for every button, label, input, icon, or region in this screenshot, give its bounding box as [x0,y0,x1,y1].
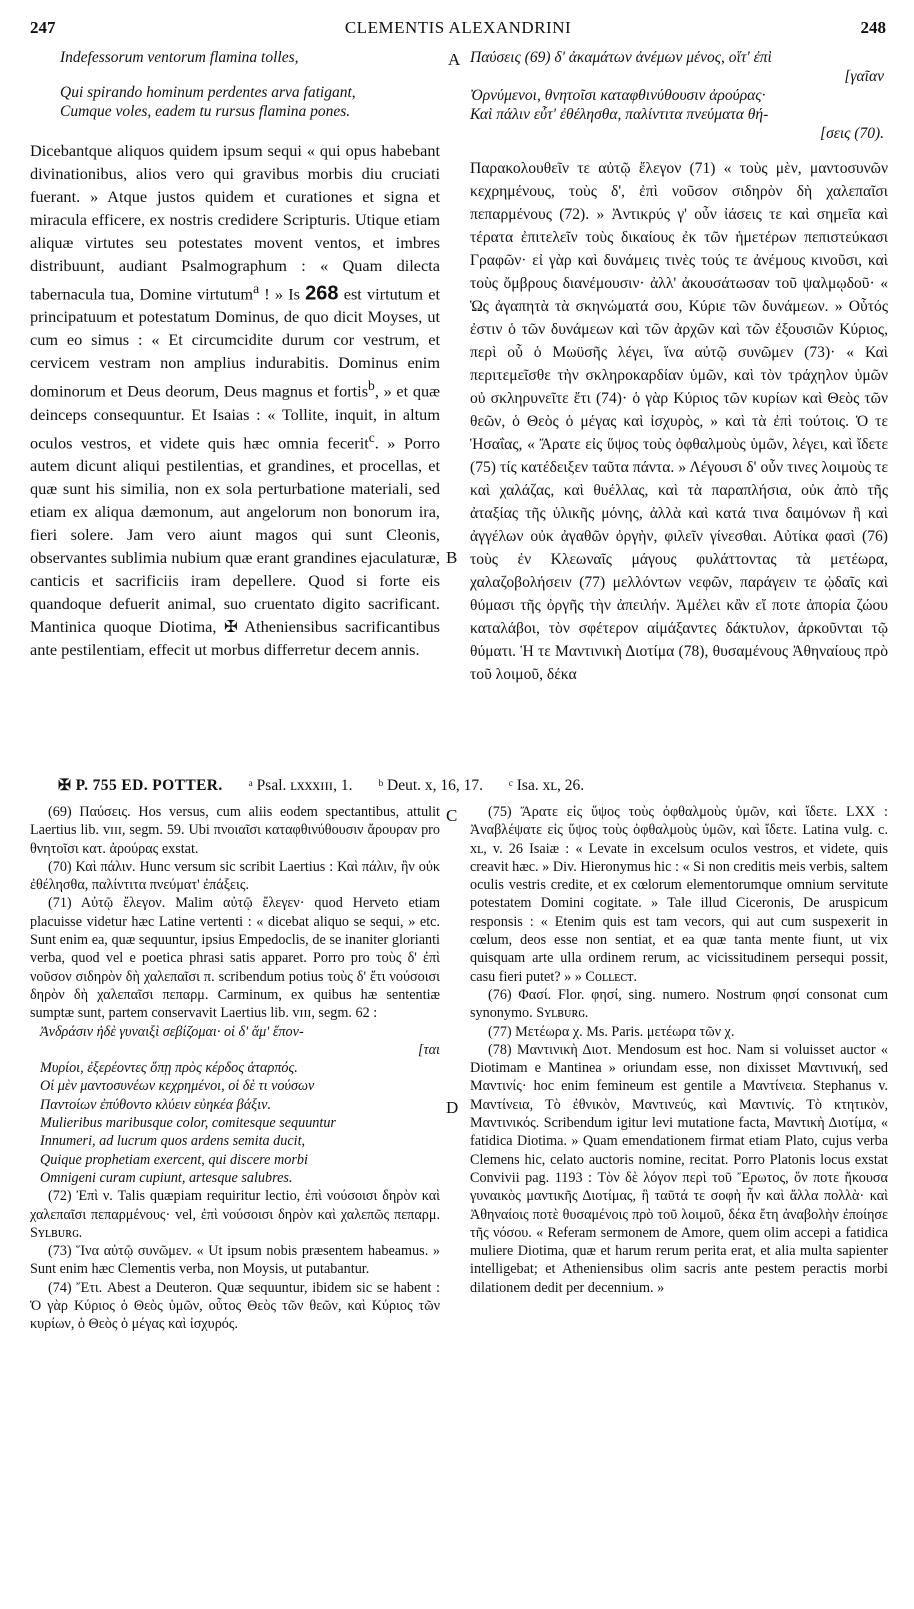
latin-verse-line: Cumque voles, eadem tu rursus flamina pones. [60,103,351,120]
footnote-ref-a: ᵃ Psal. ʟxxxɪɪɪ, 1. [248,777,353,794]
notes-right-column [470,803,888,1297]
note-75: (75) Ἄρατε εἰς ὕψος τοὺς ὀφθαλμοὺς ὑμῶν, καὶ ἴδετε. LXX : Ἀναβλέψατε εἰς ὕψος τοὺς ὀφθαλμοὺς ὑμῶν, καὶ ἴδετε. Latina vulg. c. xʟ, v. 26 Isaiæ : « Levate in excelsum oculos vestros, et videte, quis creavit hæc. » Div. Hieronymus hic : « Si non creditis meis verbis, saltem oculis vestris credite, et ex cœlorum elementorumque omnium servitute potestatem Domini cogitate. » Tale illud Ciceronis, De aruspicum responsis : « Etenim quis est tam vecors, qui aut cum suspexerit in cœlum, deos esse non sentiat, et ea quæ tanta mente fiunt, ut vix quisquam arte ulla ordinem rerum, ac vicissitudinem persequi possit, casu fieri putet? » » Cᴏʟʟᴇᴄᴛ. [470,804,888,985]
note-69: (69) Παύσεις. Hos versus, cum aliis eodem spectantibus, attulit Laertius lib. ᴠɪɪɪ, segm. 59. Ubi πνοιαῖσι καταφθινύθουσιν ἄρουραν pro θνητοῖσι κατ. ἀρούρας exstat. [30,804,440,857]
greek-verse-line: Καὶ πάλιν εὖτ' ἐθέλησθα, παλίντιτα πνεύματα θή- [470,106,769,123]
column-number: 268 [305,282,339,305]
greek-verse-turnover: [γαῖαν [844,68,884,85]
footnote-ref-c: ᶜ Isa. xʟ, 26. [508,777,585,794]
footnote-marker-b: b [368,378,375,394]
footnote-marker-a: a [253,281,260,296]
note-76: (76) Φασί. Flor. φησί, sing. numero. Nostrum φησί consonat cum synonymo. Sʏʟʙᴜʀɢ. [470,986,888,1022]
note-73: (73) Ἵνα αὐτῷ συνῶμεν. « Ut ipsum nobis præsentem habeamus. » Sunt enim hæc Clementis verba, non Moysis, ut putabantur. [30,1243,440,1278]
latin-text-part: ! » Is [259,284,306,304]
note-quote-line: Μυρίοι, ἐξερέοντες ὅπῃ πρὸς κέρδος ἀταρπός. [40,1060,298,1077]
note-70: (70) Καὶ πάλιν. Hunc versum sic scribit Laertius : Καὶ πάλιν, ἢν οὐκ ἐθέλησθα, παλίντιτα πνεύματ' ἐπάξεις. [30,858,440,894]
margin-letter-c: C [446,806,458,825]
edition-reference: ✠ P. 755 ED. POTTER. [58,777,223,794]
note-78: (78) Μαντινικὴ Διοτ. Mendosum est hoc. Nam si voluisset auctor « Diotimam e Mantinea » oriundam esse, non dixisset Μαντινική, sed Μαντινίς· hoc enim femineum est gentile a Μαντίνεια. Stephanus v. Μαντίνεια, Τὸ ἐθνικὸν, Μαντινεύς, καὶ Μαντινίς. Τὸ κτητικὸν, Μαντινικός. Scribendum igitur levi mutatione facta, Μαντικὴ Διοτίμα, « fatidica Diotima. » Quam emendationem firmat etiam Plato, cujus verba Clemens hic, celato auctoris nomine, recitat. Porro Platonis locus exstat Convivii pag. 1193 : Τὸν δὲ λόγον περὶ τοῦ Ἔρωτος, ὅν ποτε ἤκουσα γυναικὸς μαντικῆς Διοτίμας, ἣ ταῦτά τε σοφὴ ἦν καὶ ἄλλα πολλὰ· καὶ Ἀθηναίοις ποτὲ θυσαμένοις πρὸ τοῦ λοιμοῦ, δέκα ἔτη ἀναβολὴν ἐποίησε τῆς νόσου. « Referam sermonem de Amore, quem olim accepi a fatidica muliere Diotima, quæ et harum rerum perita erat, et alia multa sapienter intelligebat; et Atheniensibus olim sacris ante pestem peractis morbi dilationem dedit per decennium. » [470,1041,888,1296]
margin-letter-b: B [446,548,458,567]
note-quote-line: Παντοίων ἐπύθοντο κλύειν εὐηκέα βάξιν. [40,1096,272,1113]
greek-body-text: Παρακολουθεῖν τε αὐτῷ ἔλεγον (71) « τοὺς μὲν, μαντοσυνῶν κεχρημένους, τοὺς δ', ἐπὶ νοῦσον σιδηρὸν δὴ χαλεπαῖσι πεπαρμένους (72). » Ἀντικρύς γ' οὖν ἰάσεις τε καὶ σημεῖα καὶ τέρατα ἐπιτελεῖν τοὺς δικαίους ἐκ τῶν ἡμετέρων πεπιστεύκασι Γραφῶν· εἰ γὰρ καὶ δυνάμεις τινὲς τούς τε ἀνέμους κινοῦσι, καὶ τοὺς ὄμβρους διανέμουσιν· ἀλλ' ἀκουσάτωσαν τοῦ ψαλμῳδοῦ· « Ὡς ἀγαπητὰ τὰ σκηνώματά σου, Κύριε τῶν δυνάμεων. » Οὗτός ἐστιν ὁ τῶν δυνάμεων καὶ τῶν ἀρχῶν καὶ τῶν ἐξουσιῶν Κύριος, περὶ οὗ ὁ Μωϋσῆς λέγει, ἵνα αὐτῷ συνῶμεν (73)· « Καὶ περιτεμεῖσθε τὴν σκληροκαρδίαν ὑμῶν, καὶ τὸν τράχηλον ὑμῶν οὐ σκληρυνεῖτε ἔτι (74)· ὁ γὰρ Κύριος τῶν κυρίων καὶ Θεὸς τῶν θεῶν, ὁ Θεὸς ὁ μέγας καὶ ἰσχυρὸς, » καὶ τὰ ἐπὶ τούτοις. Ὁ τε Ἡσαΐας, « Ἄρατε εἰς ὕψος τοὺς ὀφθαλμοὺς ὑμῶν, λέγει, καὶ ἴδετε (75) τίς κατέδειξεν ταῦτα πάντα. » Λέγουσι δ' οὖν τινες λοιμοὺς τε καὶ χαλάζας, καὶ θυέλλας, καὶ τὰ παραπλήσια, οὐκ ἀπὸ τῆς ἀταξίας τῆς ὑλικῆς μόνης, ἀλλὰ καὶ κατά τινα δαιμόνων ἢ καὶ ἀγγέλων οὐκ ἀγαθῶν ὀργὴν, φιλεῖν γίνεσθαι. Αὐτίκα φασὶ (76) τοὺς ἐν Κλεωναῖς μάγους φυλάττοντας τὰ μετέωρα, χαλαζοβολήσειν (77) μελλόντων νεφῶν, παράγειν τε ᾠδαῖς καὶ θύμασι τῆς ὀργῆς τὴν ἀπειλήν. Ἀμέλει κἂν εἴ ποτε ἀπορία ζώου καταλάβοι, τὸν σφέτερον αἱμάξαντες δάκτυλον, ἀρκοῦνται τῷ θύματι. Ἡ τε Μαντινικὴ Διοτίμα (78), θυσαμένους Ἀθηναίους πρὸ τοῦ λοιμοῦ, δέκα [470,160,888,683]
note-quote-turnover: [ται [418,1041,440,1058]
greek-verse [470,48,888,143]
margin-letter-d: D [446,1098,459,1117]
note-quote-line: Ἀνδράσιν ἠδὲ γυναιξὶ σεβίζομαι· οἱ δ' ἅμ' ἕπον- [40,1023,304,1040]
reference-line [58,776,884,795]
note-74: (74) Ἔτι. Abest a Deuteron. Quæ sequuntur, ibidem sic se habent : Ὁ γὰρ Κύριος ὁ Θεὸς ὑμῶν, οὗτος Θεὸς τῶν θεῶν, καὶ Κύριος τῶν κυρίων, ὁ Θεὸς ὁ μέγας καὶ ἰσχυρός. [30,1279,440,1333]
latin-verse-line: Indefessorum ventorum flamina tolles, [60,49,299,66]
greek-column [470,48,888,686]
footnote-marker-c: c [368,429,375,445]
latin-text-part: . » Porro autem dicunt aliqui pestilentias, et grandines, et procellas, et quæ sunt his similia, non ex sola perturbatione materiali, sed etiam ex aliqua dæmonum, aut angelorum non bonorum ira, fieri solere. Jam vero aiunt magos qui sunt Cleonis, observantes sublimia nubium quæ erant grandines ejaculaturæ, canticis et sacrificiis iram depellere. Quod si forte eis quandoque defuerit animal, suo cruentato digito sacrificant. Mantinica quoque Diotima, ✠ Atheniensibus sacrificantibus ante pestilentiam, effecit ut morbus differretur decem annis. [30,433,441,660]
greek-verse-line: Ὀρνύμενοι, θνητοῖσι καταφθινύθουσιν ἀρούρας· [470,87,766,104]
latin-column [30,48,440,661]
footnote-ref-b: ᵇ Deut. x, 16, 17. [378,777,484,794]
note-quote-line: Omnigeni curam cupiunt, artesque salubres. [40,1169,293,1186]
latin-text-part: Dicebantque aliquos quidem ipsum sequi « qui opus habebant divinationibus, alios vero qui gravibus morbis diu cruciati fuerant. » Atque justos quidem et curationes et signa et miracula efficere, ex nostris credidere Scripturis. Utique etiam aliquæ virtutes seu potestates movent ventos, et imbres distribuunt, audiant Psalmographum : « Quam dilecta tabernacula tua, Domine virtutum [30,141,440,304]
running-title: CLEMENTIS ALEXANDRINI [344,18,572,37]
page-number-right: 248 [860,18,886,37]
note-72: (72) Ἐπὶ ν. Talis quæpiam requiritur lectio, ἐπὶ νούσοισι δηρὸν καὶ χαλεπαῖσι πεπαρμένους· vel, ἐπὶ νούσοισι δηρὸν καὶ χαλεπῶς πεπαρμ. Sʏʟʙᴜʀɢ. [30,1188,440,1241]
latin-text-part: est virtutum et principatuum et potestatum Dominus, de quo dicit Moyses, ut cum eo simus : « Et circumcidite durum cor vestrum, et cervicem vestram non amplius indurabitis. Dominus enim dominorum et Deus deorum, Deus magnus et fortis [30,284,441,401]
running-header [30,18,886,42]
greek-verse-turnover: [σεις (70). [820,125,884,142]
latin-verse [30,48,440,121]
note-quote-line: Innumeri, ad lucrum quos ardens semita ducit, [40,1133,306,1150]
note-quote-line: Οἱ μὲν μαντοσυνέων κεχρημένοι, οἱ δὲ τι νούσων [40,1078,315,1095]
note-quote-line: Quique prophetiam exercent, qui discere morbi [40,1151,308,1168]
latin-text-part: , » et quæ deinceps consequuntur. Et Isaias : « Tollite, inquit, in altum oculos vestros, et videte quis hæc omnia fecerit [30,381,440,453]
page-number-left: 247 [30,18,56,37]
latin-body-text [30,139,440,661]
notes-left-column [30,803,440,1334]
greek-verse-line: Παύσεις (69) δ' ἀκαμάτων ἀνέμων μένος, οἵτ' ἐπὶ [470,49,772,66]
note-77: (77) Μετέωρα χ. Ms. Paris. μετέωρα τῶν χ. [488,1023,735,1040]
note-71: (71) Αὐτῷ ἔλεγον. Malim αὐτῷ ἔλεγεν· quod Herveto etiam placuisse videtur hæc Latine vertenti : « dicebat aliquo se sequi, » etc. Sunt enim ea, quæ sequuntur, ipsius Empedoclis, de se inaniter glorianti verba, quod vel e poetica phrasi satis apparet. Porro pro τοὺς δ' ἐπὶ νοῦσον σιδηρὸν δὴ χαλεπαῖσι π. scribendum potius τοὺς δ' ἔτι νούσοισι δηρὸν δὴ χαλεπαῖσι πεπαρμ. Carminum, ex quibus hæ sententiæ sumptæ sunt, partem conservavit Laertius lib. ᴠɪɪɪ, segm. 62 : [30,895,440,1022]
note-quote-line: Mulieribus maribusque color, comitesque sequuntur [40,1115,336,1132]
margin-letter-a: A [448,50,461,69]
latin-verse-line: Qui spirando hominum perdentes arva fatigant, [60,84,356,101]
